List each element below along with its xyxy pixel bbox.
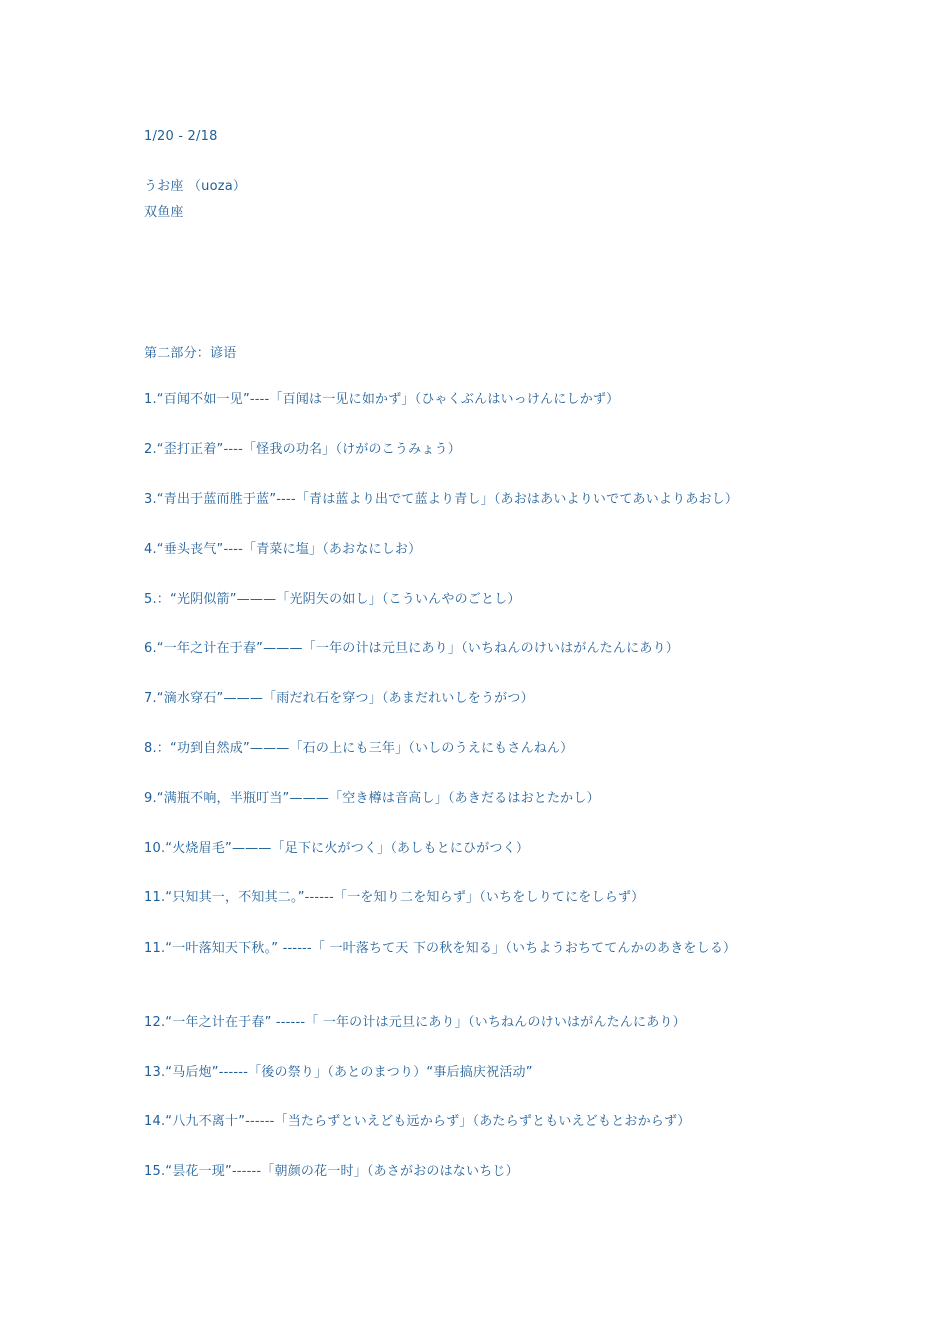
proverb-item: 7.“滴水穿石”———「雨だれ石を穿つ」（あまだれいしをうがつ）: [144, 691, 534, 706]
proverb-item: 12.“一年之计在于春” ------「 一年の计は元旦にあり」（いちねんのけいはがんたんにあり）: [144, 1015, 686, 1030]
proverb-item: 5.：“光阴似箭”———「光阴矢の如し」（こういんやのごとし）: [144, 592, 521, 607]
proverb-item: 11.“一叶落知天下秋。” ------「 一叶落ちて天 下の秋を知る」（いちようおちててんかのあきをしる）: [144, 941, 737, 956]
zodiac-chinese-name: 双鱼座: [144, 205, 184, 220]
proverb-item: 4.“垂头丧气”----「青菜に塩」（あおなにしお）: [144, 542, 422, 557]
proverb-item: 6.“一年之计在于春”———「一年の计は元旦にあり」（いちねんのけいはがんたんにあり）: [144, 641, 679, 656]
proverb-item: 11.“只知其一，不知其二。”------「一を知り二を知らず」（いちをしりてにをしらず）: [144, 890, 645, 905]
proverb-item: 9.“满瓶不响，半瓶叮当”———「空き樽は音高し」（あきだるはおとたかし）: [144, 791, 600, 806]
date-range: 1/20 - 2/18: [144, 129, 218, 144]
proverb-item: 3.“青出于蓝而胜于蓝”----「青は蓝より出でて蓝より青し」（あおはあいよりいでてあいよりあおし）: [144, 492, 739, 507]
proverb-item: 14.“八九不离十”------「当たらずといえども远からず」（あたらずともいえどもとおからず）: [144, 1114, 691, 1129]
proverb-item: 8.：“功到自然成”———「石の上にも三年」（いしのうえにもさんねん）: [144, 741, 574, 756]
proverb-item: 10.“火烧眉毛”———「足下に火がつく」（あしもとにひがつく）: [144, 841, 530, 856]
proverb-item: 1.“百闻不如一见”----「百闻は一见に如かず」（ひゃくぶんはいっけんにしかず）: [144, 392, 620, 407]
zodiac-japanese-name: うお座 （uoza）: [144, 179, 247, 194]
proverb-item: 13.“马后炮”------「後の祭り」（あとのまつり）“事后搞庆祝活动”: [144, 1065, 533, 1080]
section-title: 第二部分：谚语: [144, 346, 237, 361]
proverb-item: 2.“歪打正着”----「怪我の功名」（けがのこうみょう）: [144, 442, 461, 457]
proverb-item: 15.“昙花一现”------「朝颜の花一时」（あさがおのはないちじ）: [144, 1164, 519, 1179]
